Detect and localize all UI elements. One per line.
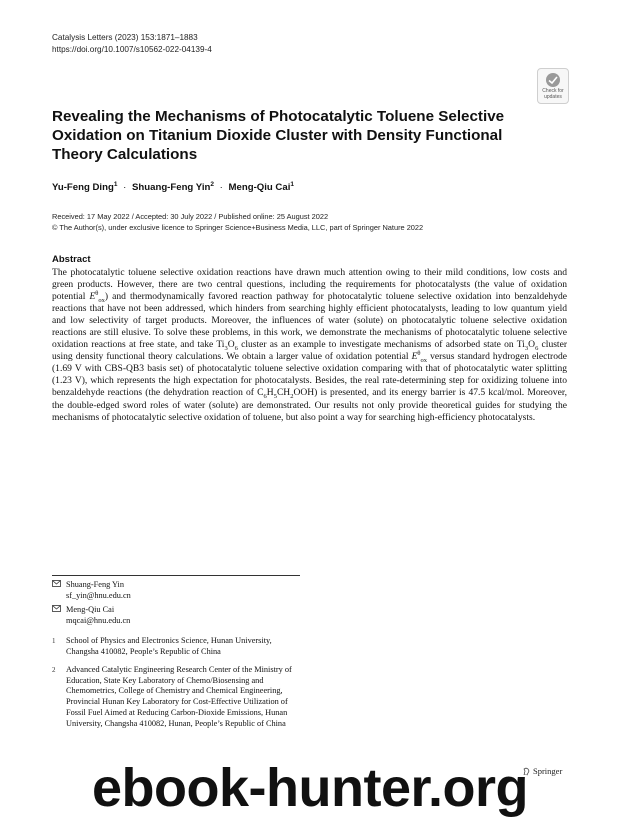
- author-separator: ·: [219, 182, 223, 194]
- corresponding-author: [52, 605, 296, 626]
- footnote-divider: [52, 575, 300, 576]
- affiliation-number: 2: [52, 666, 56, 674]
- author-name[interactable]: Yu-Feng Ding: [52, 182, 114, 194]
- affiliation-2: [52, 665, 296, 729]
- formula-sub: 3: [224, 345, 228, 353]
- check-for-updates-icon: [545, 72, 561, 88]
- publication-dates: [52, 212, 423, 233]
- journal-doi[interactable]: https://doi.org/10.1007/s10562-022-04139-4: [52, 45, 212, 54]
- formula-sub: 6: [234, 345, 238, 353]
- journal-citation: Catalysis Letters (2023) 153:1871–1883: [52, 33, 198, 42]
- abstract-segment: versus standard hydrogen electrode (1.69 V with CBS-QB3 basis set) of photocatalytic toluene selective oxidation comparing with that of photocatalytic water splitting (1.23 V), which represents the high expectation for photocatalysts. Besides, the real rate-determining step for oxidizing toluene into benzaldehyde reactions (the dehydration reaction of: [52, 351, 567, 399]
- author-affiliation: 1: [113, 181, 118, 188]
- symbol-ox: ox: [420, 357, 428, 365]
- symbol-theta: θ: [417, 350, 421, 358]
- history-line: Received: 17 May 2022 / Accepted: 30 July 2022 / Published online: 25 August 2022: [52, 212, 329, 221]
- corr-email[interactable]: mqcai@hnu.edu.cn: [66, 615, 131, 625]
- author-affiliation: 1: [290, 181, 294, 188]
- formula-sub: 5: [273, 393, 277, 401]
- abstract-text: [52, 267, 567, 424]
- corr-name: Shuang-Feng Yin: [66, 580, 125, 589]
- formula-sub: 6: [263, 393, 267, 401]
- badge-label-1: Check for: [542, 88, 564, 94]
- corresponding-author: [52, 580, 296, 601]
- formula-sub: 6: [535, 345, 539, 353]
- affiliation-number: 1: [52, 637, 56, 645]
- copyright-line: © The Author(s), under exclusive licence to Springer Science+Business Media, LLC, part of Springer Nature 2022: [52, 222, 424, 232]
- abstract-segment: cluster using density functional theory calculations. We obtain a larger value of oxidation potential: [52, 339, 567, 363]
- badge-label-2: updates: [544, 94, 562, 100]
- affiliation-1: [52, 636, 296, 657]
- formula-h: H: [266, 387, 274, 399]
- envelope-icon: [52, 580, 66, 601]
- symbol-ox: ox: [98, 297, 105, 304]
- author-separator: ·: [123, 182, 127, 194]
- affiliation-text: School of Physics and Electronics Science, Hunan University, Changsha 410082, People’s Republic of China: [66, 636, 272, 656]
- abstract-heading: Abstract: [52, 254, 91, 265]
- abstract-segment: cluster as an example to investigate mechanisms of adsorbed state on: [237, 339, 517, 351]
- envelope-icon: [52, 605, 66, 626]
- check-for-updates-badge[interactable]: [537, 68, 569, 104]
- formula-ti: Ti: [516, 339, 525, 351]
- abstract-segment: The photocatalytic toluene selective oxidation reactions have drawn much attention owing to their mild conditions, low costs and green products. However, there are two central questions, including the requirements for photocatalysts (the value of oxidation potential: [52, 267, 567, 303]
- formula-ooh: OOH: [293, 387, 315, 399]
- journal-header: [52, 32, 212, 56]
- formula-ch: CH: [276, 387, 291, 399]
- abstract-segment: ) and thermodynamically favored reaction pathway for photocatalytic toluene selective oxidation into benzaldehyde reactions that have not been addressed, which hinders from searching highly efficient photocatalysts, leading to low quantum yield and low selectivity of target products. Moreover, the influences of water (solute) on photocatalytic toluene selective oxidation reactions are still elusive. To solve these problems, in this work, we demonstrate the mechanisms of photocatalytic toluene selective oxidation reactions at free state, and take: [52, 291, 567, 351]
- corr-name: Meng-Qiu Cai: [66, 605, 115, 614]
- watermark-text: ebook-hunter.org: [92, 758, 528, 818]
- corr-email[interactable]: sf_yin@hnu.edu.cn: [66, 590, 131, 600]
- formula-o: O: [528, 339, 536, 351]
- abstract-segment: ) is presented, and its energy barrier is 47.5 kcal/mol. Moreover, the double-edged sword roles of water (solute) are demonstrated. Our results not only provide theoretical guides for studying the mechanisms of photocatalytic selective oxidation of toluene, but also point a way for searching high-efficiency photocatalysts.: [52, 387, 567, 423]
- publisher-name: Springer: [533, 766, 563, 776]
- symbol-E: E: [411, 351, 418, 363]
- author-list: [52, 181, 294, 193]
- author-name[interactable]: Shuang-Feng Yin: [132, 182, 211, 194]
- formula-sub: 3: [524, 345, 529, 353]
- author-name[interactable]: Meng-Qiu Cai: [228, 182, 291, 194]
- symbol-theta: θ: [95, 289, 99, 297]
- author-affiliation: 2: [210, 181, 214, 188]
- formula-o: O: [227, 339, 235, 351]
- formula-c: C: [257, 387, 264, 399]
- symbol-E: E: [89, 291, 96, 303]
- formula-sub: 2: [290, 393, 294, 401]
- formula-ti: Ti: [216, 339, 225, 351]
- affiliation-text: Advanced Catalytic Engineering Research Center of the Ministry of Education, State Key Laboratory of Chemo/Biosensing and Chemometrics, College of Chemistry and Chemical Engineering, Provincial Hunan Key Laboratory for Cost-Effective Utilization of Fossil Fuel Aimed at Reducing Carbon-Dioxide Emissions, Hunan University, Changsha 410082, Hunan, People’s Republic of China: [66, 665, 292, 728]
- paper-title: Revealing the Mechanisms of Photocatalytic Toluene Selective Oxidation on Titanium Dioxide Cluster with Density Functional Theory Calculations: [52, 108, 505, 163]
